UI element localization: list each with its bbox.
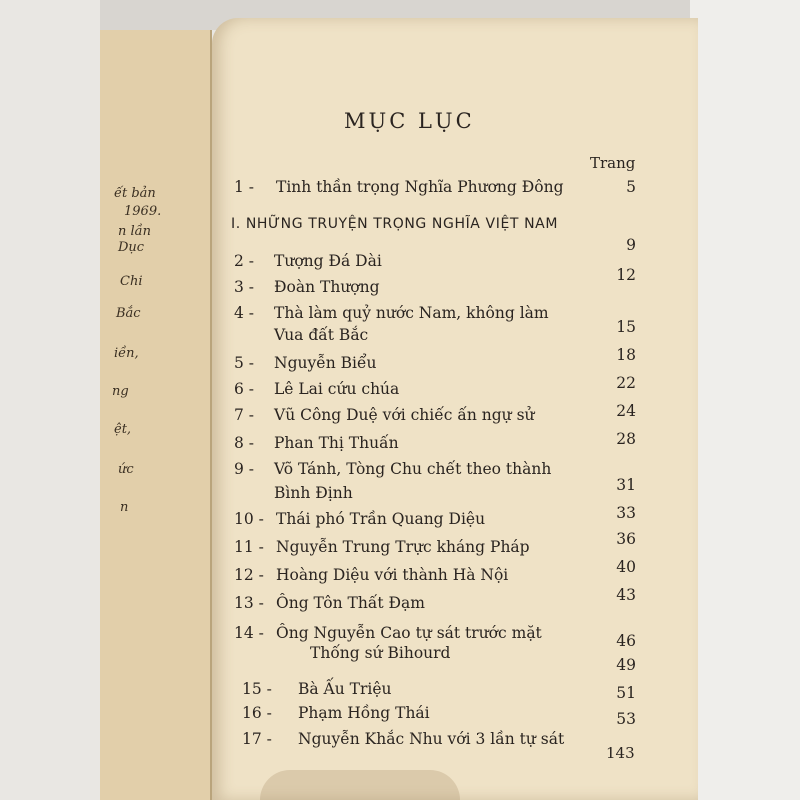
toc-number: 13 - [234, 594, 264, 612]
toc-page: 15 [616, 318, 636, 336]
toc-page: 49 [616, 656, 636, 674]
toc-page: 36 [616, 530, 636, 548]
toc-title: Võ Tánh, Tòng Chu chết theo thành [274, 460, 552, 478]
toc-title: Nguyễn Biểu [274, 354, 377, 372]
toc-title: Thống sứ Bihourd [310, 644, 451, 662]
toc-title: Hoàng Diệu với thành Hà Nội [276, 566, 509, 584]
toc-number: 8 - [234, 434, 255, 452]
toc-number: 17 - [242, 730, 272, 748]
toc-number: 14 - [234, 624, 264, 642]
toc-title: Nguyễn Khắc Nhu với 3 lần tự sát [298, 730, 565, 748]
toc-number: 15 - [242, 680, 272, 698]
left-fragment: ức [118, 462, 134, 477]
toc-page: 24 [616, 402, 636, 420]
toc-number: 16 - [242, 704, 272, 722]
toc-page: 51 [616, 684, 636, 702]
toc-title: Tinh thần trọng Nghĩa Phương Đông [276, 178, 564, 196]
toc-page: 43 [616, 586, 636, 604]
left-fragment: Dục [118, 240, 145, 255]
toc-page: 12 [616, 266, 636, 284]
toc-row [0, 594, 800, 618]
toc-number: 1 - [234, 178, 255, 196]
left-fragment: ết bản [114, 186, 156, 201]
left-fragment: n lần [118, 224, 152, 239]
toc-title: Ông Nguyễn Cao tự sát trước mặt [276, 624, 542, 642]
toc-title: Tượng Đá Dài [274, 252, 382, 270]
toc-title: Phạm Hồng Thái [298, 704, 430, 722]
toc-row [0, 730, 800, 754]
toc-page: 5 [626, 178, 636, 196]
toc-number: 12 - [234, 566, 264, 584]
toc-row [0, 380, 800, 404]
toc-title: Thái phó Trần Quang Diệu [276, 510, 486, 528]
toc-number: 4 - [234, 304, 255, 322]
toc-page: 18 [616, 346, 636, 364]
left-fragment: n [120, 500, 129, 515]
left-fragment: 1969. [124, 204, 162, 219]
toc-number: 9 - [234, 460, 255, 478]
toc-number: 3 - [234, 278, 255, 296]
left-fragment: Chi [120, 274, 143, 289]
toc-number: 2 - [234, 252, 255, 270]
left-fragment: ng [112, 384, 129, 399]
toc-title: Lê Lai cứu chúa [274, 380, 400, 398]
toc-title: Vua đất Bắc [274, 326, 369, 344]
page-column-label: Trang [590, 154, 636, 172]
toc-title: Nguyễn Trung Trực kháng Pháp [276, 538, 530, 556]
left-fragment: ệt, [114, 422, 132, 437]
toc-title: Bà Ấu Triệu [298, 680, 392, 698]
toc-page: 40 [616, 558, 636, 576]
toc-page: 33 [616, 504, 636, 522]
toc-title: Thà làm quỷ nước Nam, không làm [274, 304, 549, 322]
toc-number: 10 - [234, 510, 264, 528]
left-fragment: Bắc [116, 306, 141, 321]
toc-number: 5 - [234, 354, 255, 372]
toc-title: Ông Tôn Thất Đạm [276, 594, 425, 612]
toc-row [0, 406, 800, 430]
section-heading: I. NHỮNG TRUYỆN TRỌNG NGHĨA VIỆT NAM [231, 216, 559, 232]
toc-row [0, 656, 800, 680]
toc-title: Đoàn Thượng [274, 278, 380, 296]
left-fragment: iền, [114, 346, 139, 361]
toc-row [0, 178, 800, 202]
toc-title: Vũ Công Duệ với chiếc ấn ngự sử [274, 406, 535, 424]
toc-number: 6 - [234, 380, 255, 398]
toc-row [0, 278, 800, 302]
footer-page-number: 143 [606, 744, 635, 762]
toc-row [0, 680, 800, 704]
toc-title: Bình Định [274, 484, 353, 502]
finger-shadow [260, 770, 460, 800]
page-title: MỤC LỤC [344, 109, 475, 133]
toc-page: 46 [616, 632, 636, 650]
toc-title: Phan Thị Thuấn [274, 434, 399, 452]
toc-number: 7 - [234, 406, 255, 424]
toc-row [0, 434, 800, 458]
toc-page: 9 [626, 236, 636, 254]
toc-page: 22 [616, 374, 636, 392]
toc-number: 11 - [234, 538, 264, 556]
toc-page: 31 [616, 476, 636, 494]
toc-page: 53 [616, 710, 636, 728]
toc-page: 28 [616, 430, 636, 448]
